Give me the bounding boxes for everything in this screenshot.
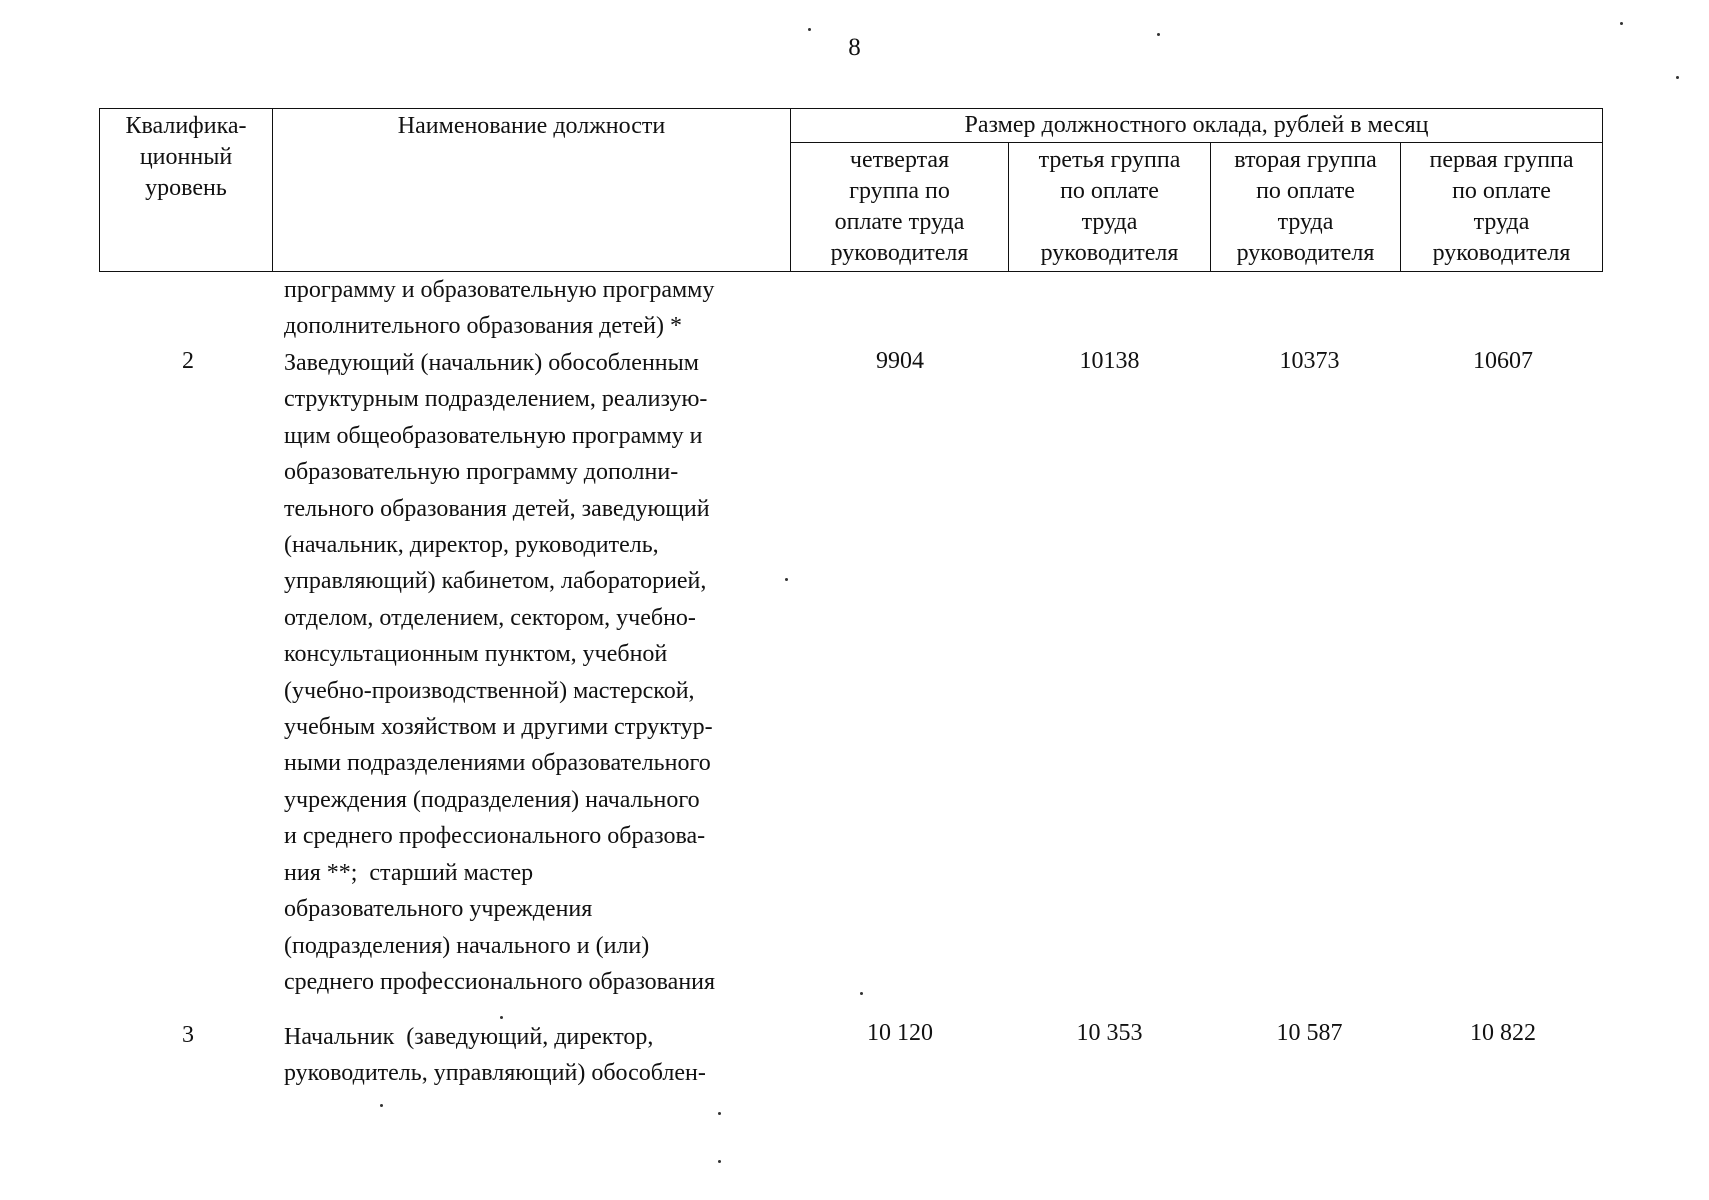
header-group-fourth: четвертая группа по оплате труда руководителя	[791, 143, 1009, 272]
scan-speck	[1157, 33, 1160, 36]
row-salary-group-2: 10 587	[1276, 1020, 1343, 1046]
row-position-name: Начальник (заведующий, директор, руководитель, управляющий) обособлен-	[284, 1024, 706, 1087]
row-salary-group-1: 10 822	[1470, 1020, 1536, 1046]
scan-speck	[860, 992, 863, 995]
row-salary-group-4: 10 120	[867, 1020, 933, 1046]
scan-speck	[718, 1160, 721, 1163]
row-salary-group-4: 9904	[876, 348, 924, 374]
header-qualification-level: Квалифика- ционный уровень	[100, 109, 273, 272]
row-level: 3	[182, 1022, 194, 1048]
salary-table-header	[99, 108, 1603, 272]
header-group-first: первая группа по оплате труда руководителя	[1401, 143, 1603, 272]
row-salary-group-3: 10 353	[1076, 1020, 1143, 1046]
scan-speck	[718, 1112, 721, 1115]
header-group-third: третья группа по оплате труда руководителя	[1009, 143, 1211, 272]
row-salary-group-1: 10607	[1473, 348, 1533, 374]
scan-speck	[380, 1104, 383, 1107]
row-salary-group-3: 10138	[1079, 348, 1140, 374]
header-group-second: вторая группа по оплате труда руководителя	[1211, 143, 1401, 272]
page-number: 8	[848, 34, 861, 61]
row-level: 2	[182, 348, 194, 374]
header-salary-size: Размер должностного оклада, рублей в месяц	[791, 109, 1603, 143]
scan-speck	[785, 578, 788, 581]
scan-speck	[1620, 22, 1623, 25]
row-position-name: Заведующий (начальник) обособленным структурным подразделением, реализую- щим общеобразовательную программу и образовательную программу дополни- тельного образования детей, заведующий (начальник, директор, руководитель, управляющий) кабинетом, лабораторией, отделом, отделением, сектором, учебно- консультационным пунктом, учебной (учебно-производственной) мастерской, учебным хозяйством и другими структур- ными подразделениями образовательного учреждения (подразделения) начального и среднего профессионального образова- ния **; старший мастер образовательного учреждения (подразделения) начального и (или) среднего профессионального образования	[284, 350, 716, 995]
scan-speck	[500, 1016, 503, 1019]
scan-speck	[808, 28, 811, 31]
continuation-text: программу и образовательную программу дополнительного образования детей) *	[284, 277, 715, 340]
header-position-name: Наименование должности	[273, 109, 791, 272]
row-salary-group-2: 10373	[1279, 348, 1340, 374]
scan-speck	[1676, 76, 1679, 79]
